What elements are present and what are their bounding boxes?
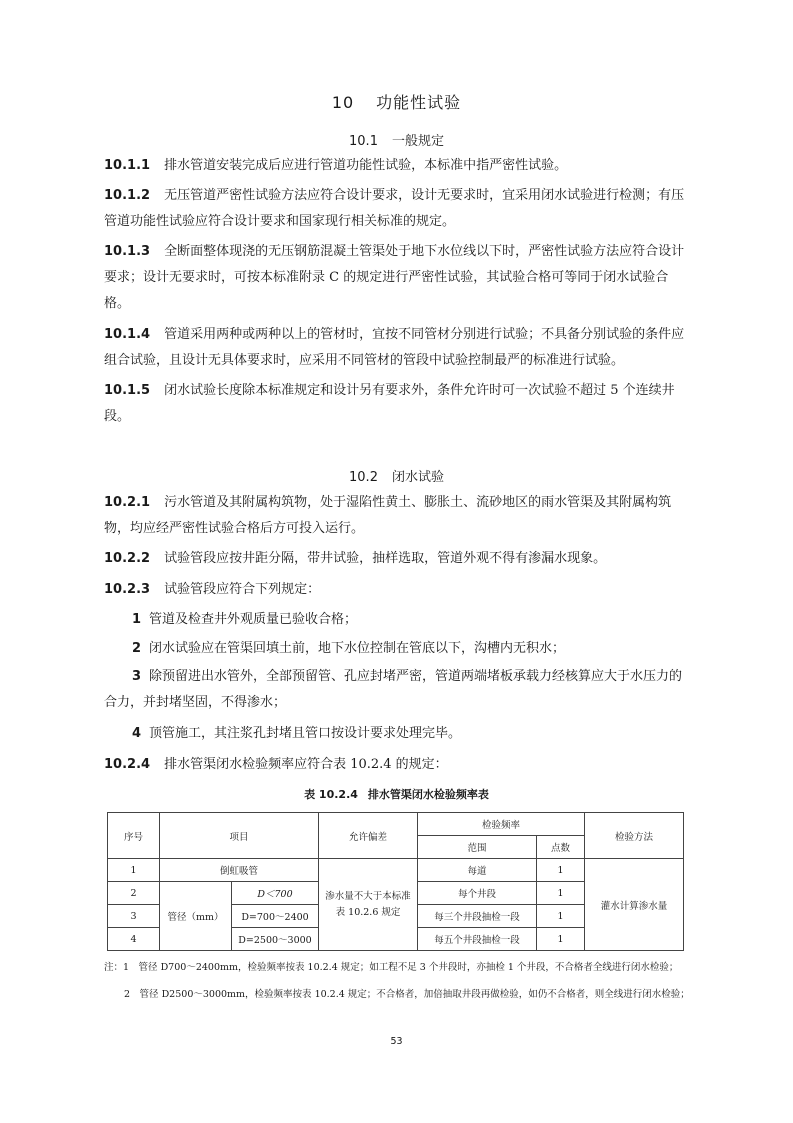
- table-note-1: 注：1 管径 D700～2400mm，检验频率按表 10.2.4 规定；如工程不足 3 个井段时，亦抽检 1 个井段，不合格者全线进行闭水检验；: [104, 962, 679, 973]
- clause-10-2-2: [104, 546, 690, 572]
- table-note-2: 2 管径 D2500～3000mm，检验频率按表 10.2.4 规定；不合格者，加倍抽取井段再做检验，如仍不合格者，则全线进行闭水检验；: [124, 989, 690, 1000]
- clause-text: 排水管道安装完成后应进行管道功能性试验，本标准中指严密性试验。: [164, 158, 568, 173]
- cell-points: 1: [537, 905, 585, 928]
- clause-10-1-5: [104, 378, 690, 430]
- clause-10-1-3: [104, 239, 690, 317]
- header-points: 点数: [537, 836, 585, 859]
- cell-seq: 3: [108, 905, 160, 928]
- cell-range: 每个井段: [418, 882, 537, 905]
- clause-10-2-1: [104, 490, 690, 542]
- section-heading-10-1: [0, 130, 793, 149]
- clause-10-2-3: [104, 577, 690, 603]
- clause-number: 10.1.4: [104, 327, 151, 342]
- item-text: 管道及检查井外观质量已验收合格；: [149, 612, 358, 627]
- chapter-heading: [0, 90, 793, 113]
- section-number: 10.2: [349, 470, 378, 485]
- clause-text: 试验管段应符合下列规定：: [164, 582, 321, 597]
- section-number: 10.1: [349, 134, 378, 149]
- list-item: [104, 636, 690, 662]
- clause-number: 10.1.5: [104, 383, 151, 398]
- clause-number: 10.1.2: [104, 188, 151, 203]
- item-text: 闭水试验应在管渠回填土前，地下水位控制在管底以下，沟槽内无积水；: [149, 641, 566, 656]
- header-item: 项目: [160, 813, 319, 859]
- item-number: 1: [132, 612, 142, 627]
- clause-text: 管道采用两种或两种以上的管材时，宜按不同管材分别进行试验；不具备分别试验的条件应组合试验，且设计无具体要求时，应采用不同管材的管段中试验控制最严的标准进行试验。: [104, 327, 685, 368]
- table-title: 排水管渠闭水检验频率表: [367, 788, 489, 801]
- cell-points: 1: [537, 928, 585, 951]
- clause-text: 全断面整体现浇的无压钢筋混凝土管渠处于地下水位线以下时，严密性试验方法应符合设计要求；设计无要求时，可按本标准附录 C 的规定进行严密性试验，其试验合格可等同于闭水试验合格。: [104, 244, 685, 311]
- clause-number: 10.1.1: [104, 158, 151, 173]
- clause-10-2-4: [104, 752, 690, 778]
- section-title: 闭水试验: [391, 470, 444, 485]
- item-number: 4: [132, 726, 142, 741]
- cell-points: 1: [537, 882, 585, 905]
- page-number: 53: [390, 1036, 403, 1047]
- table-number: 表 10.2.4: [304, 788, 358, 801]
- cell-item: 倒虹吸管: [160, 859, 319, 882]
- clause-text: 排水管渠闭水检验频率应符合表 10.2.4 的规定：: [164, 757, 448, 772]
- clause-10-1-1: [104, 153, 690, 179]
- cell-seq: 4: [108, 928, 160, 951]
- cell-pipe-diameter: 管径（mm）: [160, 882, 232, 951]
- table-row: [108, 859, 684, 882]
- section-title: 一般规定: [391, 134, 444, 149]
- header-seq: 序号: [108, 813, 160, 859]
- clause-number: 10.1.3: [104, 244, 151, 259]
- clause-10-1-4: [104, 322, 690, 374]
- cell-subitem: D=2500～3000: [232, 928, 319, 951]
- cell-subitem: D＜700: [232, 882, 319, 905]
- item-text: 顶管施工，其注浆孔封堵且管口按设计要求处理完毕。: [149, 726, 462, 741]
- cell-points: 1: [537, 859, 585, 882]
- clause-text: 无压管道严密性试验方法应符合设计要求，设计无要求时，宜采用闭水试验进行检测；有压管道功能性试验应符合设计要求和国家现行相关标准的规定。: [104, 188, 685, 229]
- cell-range: 每道: [418, 859, 537, 882]
- item-number: 2: [132, 641, 142, 656]
- list-item: [104, 721, 690, 747]
- cell-range: 每三个井段抽检一段: [418, 905, 537, 928]
- cell-subitem: D=700～2400: [232, 905, 319, 928]
- cell-method: 灌水计算渗水量: [585, 859, 684, 951]
- clause-number: 10.2.2: [104, 551, 151, 566]
- item-number: 3: [132, 669, 142, 684]
- header-method: 检验方法: [585, 813, 684, 859]
- chapter-title: 功能性试验: [376, 93, 462, 112]
- clause-number: 10.2.1: [104, 495, 151, 510]
- clause-number: 10.2.4: [104, 757, 151, 772]
- list-item: [104, 607, 690, 633]
- clause-text: 试验管段应按井距分隔，带井试验，抽样选取，管道外观不得有渗漏水现象。: [164, 551, 607, 566]
- section-heading-10-2: [0, 466, 793, 485]
- header-range: 范围: [418, 836, 537, 859]
- clause-text: 闭水试验长度除本标准规定和设计另有要求外，条件允许时可一次试验不超过 5 个连续井段。: [104, 383, 675, 424]
- cell-tolerance: 渗水量不大于本标准表 10.2.6 规定: [319, 859, 418, 951]
- table-caption: [0, 786, 793, 802]
- cell-seq: 1: [108, 859, 160, 882]
- clause-10-1-2: [104, 183, 690, 235]
- header-frequency: 检验频率: [418, 813, 585, 836]
- cell-range: 每五个井段抽检一段: [418, 928, 537, 951]
- chapter-number: 10: [331, 93, 355, 112]
- header-tolerance: 允许偏差: [319, 813, 418, 859]
- clause-text: 污水管道及其附属构筑物，处于湿陷性黄土、膨胀土、流砂地区的雨水管渠及其附属构筑物，均应经严密性试验合格后方可投入运行。: [104, 495, 672, 536]
- item-text: 除预留进出水管外，全部预留管、孔应封堵严密，管道两端堵板承载力经核算应大于水压力的合力，并封堵坚固，不得渗水；: [104, 669, 683, 710]
- cell-seq: 2: [108, 882, 160, 905]
- clause-number: 10.2.3: [104, 582, 151, 597]
- list-item: [104, 664, 690, 716]
- inspection-frequency-table: [107, 812, 684, 951]
